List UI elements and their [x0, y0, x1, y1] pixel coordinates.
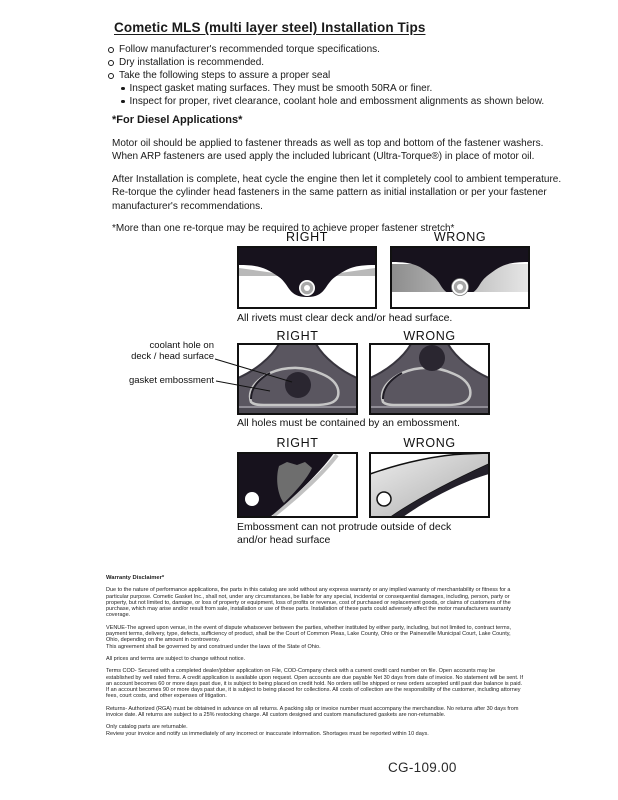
right-label: RIGHT	[286, 230, 328, 244]
figure1-labels	[237, 230, 530, 244]
wrong-label: WRONG	[403, 436, 456, 450]
rivet-right-diagram	[237, 246, 377, 309]
rivet-wrong-diagram	[390, 246, 530, 309]
legal-paragraph: VENUE-The agreed upon venue, in the event of dispute whatsoever between the parties, whether instituted by either party, including, but not limited to, contract terms, payment terms, delivery, type, defects, sufficiency of product, shall be the Court of Common Pleas, Lake County, Ohio or the Painesville Municipal Court, Lake County, Ohio, depending on the amount in controversy.	[106, 624, 511, 644]
figure2-caption: All holes must be contained by an embossment.	[237, 417, 460, 429]
figure-embossment-containment	[118, 329, 490, 431]
diesel-applications-section	[112, 114, 562, 236]
tip-sub-item	[121, 95, 578, 108]
tip-item	[108, 69, 578, 82]
bottom-highlight-line	[238, 406, 357, 408]
legal-paragraph: Due to the nature of performance applications, the parts in this catalog are sold without any express warranty or any implied warranty of merchantability or fitness for a particular purpose. Cometic Gasket Inc., shall not, under any circumstances, be liable for any special, incidental or consequential damages, including, person, party or property, but not limited to, damage, or loss of property or equipment, loss of profits or revenue, cost of purchased or replacement goods, or claims of customers of the purchase, which may arise and/or result from sale, installation or use of these parts. Installation of these parts could adversely affect the motor manufacturers warranty coverage.	[106, 587, 511, 619]
retorque-note: *More than one re-torque may be required to achieve proper fastener stretch*	[112, 223, 455, 234]
caption-line: Embossment can not protrude outside of deck	[237, 521, 452, 533]
legal-paragraph: Terms COD- Secured with a completed dealer/jobber application on File, COD-Company check with a current credit card number on file. Open accounts may be established by well rated firms. A credit application is available upon request. Open accounts are due payable Net 30 days from date of invoice. No statement will be sent. If an account becomes 60 or more days past due, it is subject to being placed on credit hold. No orders will be shipped or new orders accepted until past due balance is paid. If an account becomes 90 or more days past due, it is subject to being placed for collections. All costs of collection are the responsibility of the customer, including attorney fees, court costs, and other expenses of litigation.	[106, 668, 524, 700]
tip-sub-item	[121, 82, 578, 95]
gasket-embossment-annotation: gasket embossment	[128, 375, 214, 386]
legal-paragraph: This agreement shall be governed by and construed under the laws of the State of Ohio.	[106, 643, 321, 650]
figure3-caption	[237, 521, 537, 546]
bolt-hole-icon	[245, 492, 259, 506]
legal-paragraph: Review your invoice and notify us immediately of any incorrect or inaccurate information. Shortages must be reported within 10 days.	[106, 730, 429, 737]
figure3-labels	[237, 436, 537, 450]
hollow-bullet-icon	[108, 73, 114, 79]
annotation-line: coolant hole on	[149, 340, 214, 351]
installation-tips-section	[108, 20, 578, 108]
bottom-highlight-line	[370, 406, 489, 408]
diesel-paragraph: After Installation is complete, heat cycle the engine then let it completely cool to ambient temperature. Re-torque the cylinder head fasteners in the same pattern as initial installation or per your fastener manufacturer's recommendations.	[112, 173, 562, 212]
warranty-disclaimer-heading: Warranty Disclaimer*	[106, 575, 165, 581]
annotation-line: deck / head surface	[131, 351, 214, 362]
tip-item	[108, 56, 578, 69]
rivet-center	[457, 284, 463, 290]
figure3-diagrams	[237, 452, 537, 518]
tip-text: Dry installation is recommended.	[119, 57, 265, 68]
legal-paragraph: Returns- Authorized (RGA) must be obtained in advance on all returns. A packing slip or invoice number must accompany the merchandise. No returns after 30 days from invoice date. All returns are subject to a 25% restocking charge. All custom designed and custom manufactured gaskets are non-returnable.	[106, 705, 519, 719]
right-label: RIGHT	[276, 436, 319, 450]
page-title: Cometic MLS (multi layer steel) Installation Tips	[114, 20, 426, 35]
filled-bullet-icon	[121, 87, 125, 91]
tip-text: Inspect for proper, rivet clearance, coolant hole and embossment alignments as shown below.	[129, 96, 545, 107]
legal-terms-section	[106, 575, 523, 743]
figure-embossment-protrusion	[237, 436, 537, 546]
figure2-diagrams	[237, 343, 490, 415]
embossment-wrong-diagram	[369, 343, 490, 415]
coolant-hole-annotation	[118, 340, 214, 362]
figure1-caption: All rivets must clear deck and/or head surface.	[237, 312, 453, 324]
embossment-right-diagram	[237, 343, 358, 415]
filled-bullet-icon	[121, 100, 125, 104]
tip-item	[108, 43, 578, 56]
bolt-hole-icon	[377, 492, 391, 506]
hollow-bullet-icon	[108, 60, 114, 66]
figure2-labels	[237, 329, 490, 343]
coolant-hole-icon	[285, 372, 311, 398]
caption-line: and/or head surface	[237, 533, 331, 546]
right-label: RIGHT	[276, 329, 319, 343]
figure-rivet-clearance	[237, 230, 530, 325]
tip-text: Follow manufacturer's recommended torque specifications.	[119, 44, 380, 55]
tip-text: Inspect gasket mating surfaces. They must be smooth 50RA or finer.	[129, 83, 433, 94]
diesel-paragraph: Motor oil should be applied to fastener threads as well as top and bottom of the fastener washers. When ARP fasteners are used apply the included lubricant (Ultra-Torque®) in place of motor oil.	[112, 137, 544, 162]
legal-paragraph: Only catalog parts are returnable.	[106, 724, 188, 731]
page-number: CG-109.00	[388, 760, 457, 775]
legal-paragraph: All prices and terms are subject to change without notice.	[106, 655, 246, 662]
protrusion-right-diagram	[237, 452, 358, 518]
wrong-label: WRONG	[433, 230, 487, 244]
wrong-label: WRONG	[403, 329, 456, 343]
coolant-hole-icon	[419, 345, 445, 371]
figure1-diagrams	[237, 246, 530, 309]
diesel-heading: *For Diesel Applications*	[112, 114, 243, 126]
hollow-bullet-icon	[108, 47, 114, 53]
tip-text: Take the following steps to assure a proper seal	[119, 70, 331, 81]
protrusion-wrong-diagram	[369, 452, 490, 518]
rivet-center	[304, 285, 310, 291]
